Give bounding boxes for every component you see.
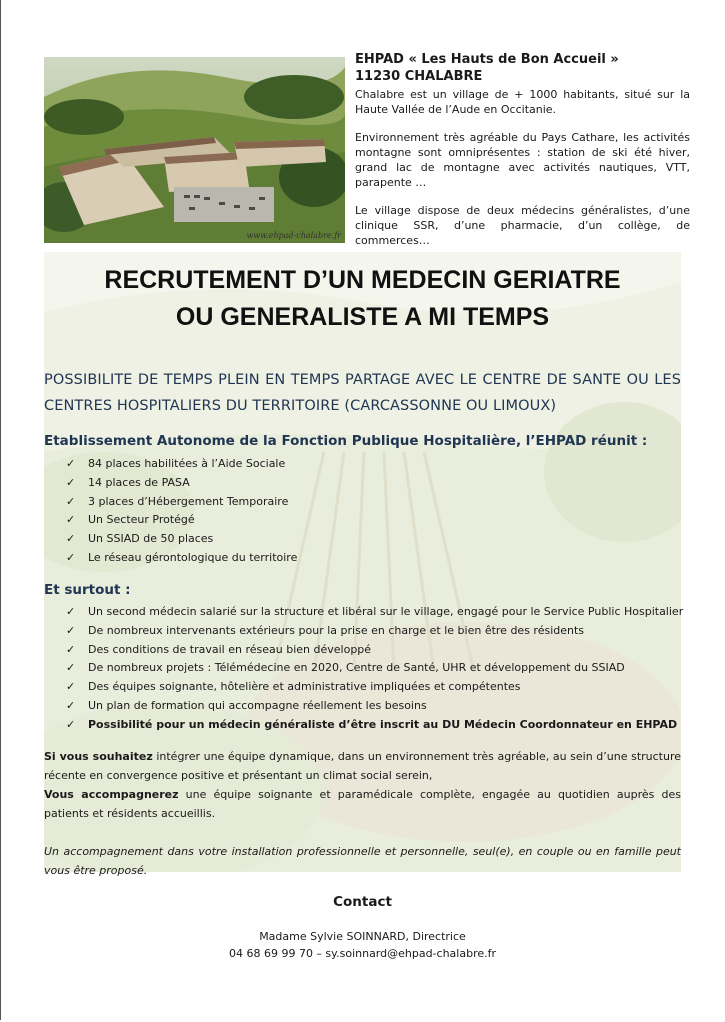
list-item: ✓ De nombreux intervenants extérieurs pour la prise en charge et le bien être des résidents (66, 622, 683, 641)
surtout-heading: Et surtout : (44, 582, 131, 598)
check-icon: ✓ (66, 475, 76, 489)
check-icon: ✓ (66, 717, 76, 731)
header-paragraph: Environnement très agréable du Pays Cathare, les activités montagne sont omniprésentes : station de ski été hiver, grand lac de montagne avec activités nautiques, VTT, parapente … (355, 131, 690, 189)
list-item: ✓ Possibilité pour un médecin généraliste d’être inscrit au DU Médecin Coordonnateur en EHPAD (66, 716, 683, 735)
list-item: ✓ 3 places d’Hébergement Temporaire (66, 493, 297, 512)
list-item: ✓ Des équipes soignante, hôtelière et administrative impliquées et compétentes (66, 678, 683, 697)
list-item: ✓ 14 places de PASA (66, 474, 297, 493)
etablissement-heading: Etablissement Autonome de la Fonction Publique Hospitalière, l’EHPAD réunit : (44, 433, 648, 449)
list-item: ✓ Le réseau gérontologique du territoire (66, 549, 297, 568)
check-icon: ✓ (66, 513, 76, 527)
check-icon: ✓ (66, 494, 76, 508)
check-icon: ✓ (66, 457, 76, 470)
list-item: ✓ Un Secteur Protégé (66, 511, 297, 530)
check-icon: ✓ (66, 680, 76, 694)
facility-photo (44, 57, 345, 243)
check-icon: ✓ (66, 605, 76, 618)
job-subtitle: POSSIBILITE DE TEMPS PLEIN EN TEMPS PARTAGE AVEC LE CENTRE DE SANTE OU LES CENTRES HOSPITALIERS DU TERRITOIRE (CARCASSONNE OU LIMOUX) (44, 372, 681, 414)
surtout-list (66, 603, 683, 735)
check-icon: ✓ (66, 550, 76, 564)
photo-caption: www.ehpad-chalabre.fr (246, 231, 341, 240)
header-paragraph: Le village dispose de deux médecins généralistes, d’une clinique SSR, d’une pharmacie, d’un collège, de commerces… (355, 204, 690, 247)
list-item: ✓ Un second médecin salarié sur la structure et libéral sur le village, engagé pour le Service Public Hospitalier (66, 603, 683, 622)
check-icon: ✓ (66, 623, 76, 637)
check-icon: ✓ (66, 532, 76, 546)
facility-city: 11230 CHALABRE (355, 69, 483, 84)
list-item: ✓ 84 places habilitées à l’Aide Sociale (66, 455, 297, 474)
check-icon: ✓ (66, 661, 76, 675)
list-item: ✓ Un SSIAD de 50 places (66, 530, 297, 549)
list-item: ✓ Un plan de formation qui accompagne réellement les besoins (66, 697, 683, 716)
facility-name: EHPAD « Les Hauts de Bon Accueil » (355, 52, 619, 67)
closing-paragraph-1: Si vous souhaitez intégrer une équipe dynamique, dans un environnement très agréable, au sein d’une structure récente en convergence positive et présentant un climat social serein, Vous accompagnerez une équipe soignante et paramédicale complète, engagée au quotidien auprès des patients et résidents accueillis. (44, 750, 682, 820)
etablissement-list (66, 455, 297, 568)
header-paragraph: Chalabre est un village de + 1000 habitants, situé sur la Haute Vallée de l’Aude en Occitanie. (355, 88, 690, 116)
contact-details: 04 68 69 99 70 – sy.soinnard@ehpad-chalabre.fr (228, 947, 497, 960)
check-icon: ✓ (66, 698, 76, 712)
contact-person: Madame Sylvie SOINNARD, Directrice (259, 930, 466, 943)
job-title (44, 262, 681, 336)
check-icon: ✓ (66, 642, 76, 656)
list-item: ✓ De nombreux projets : Télémédecine en 2020, Centre de Santé, UHR et développement du SSIAD (66, 659, 683, 678)
contact-title: Contact (333, 894, 392, 910)
job-title-line1: RECRUTEMENT D’UN MEDECIN GERIATRE (104, 266, 621, 294)
header-info (355, 51, 690, 261)
list-item: ✓ Des conditions de travail en réseau bien développé (66, 641, 683, 660)
job-title-line2: OU GENERALISTE A MI TEMPS (175, 303, 550, 331)
closing-paragraph-2: Un accompagnement dans votre installation professionnelle et personnelle, seul(e), en couple ou en famille peut vous être proposé. (44, 845, 681, 877)
